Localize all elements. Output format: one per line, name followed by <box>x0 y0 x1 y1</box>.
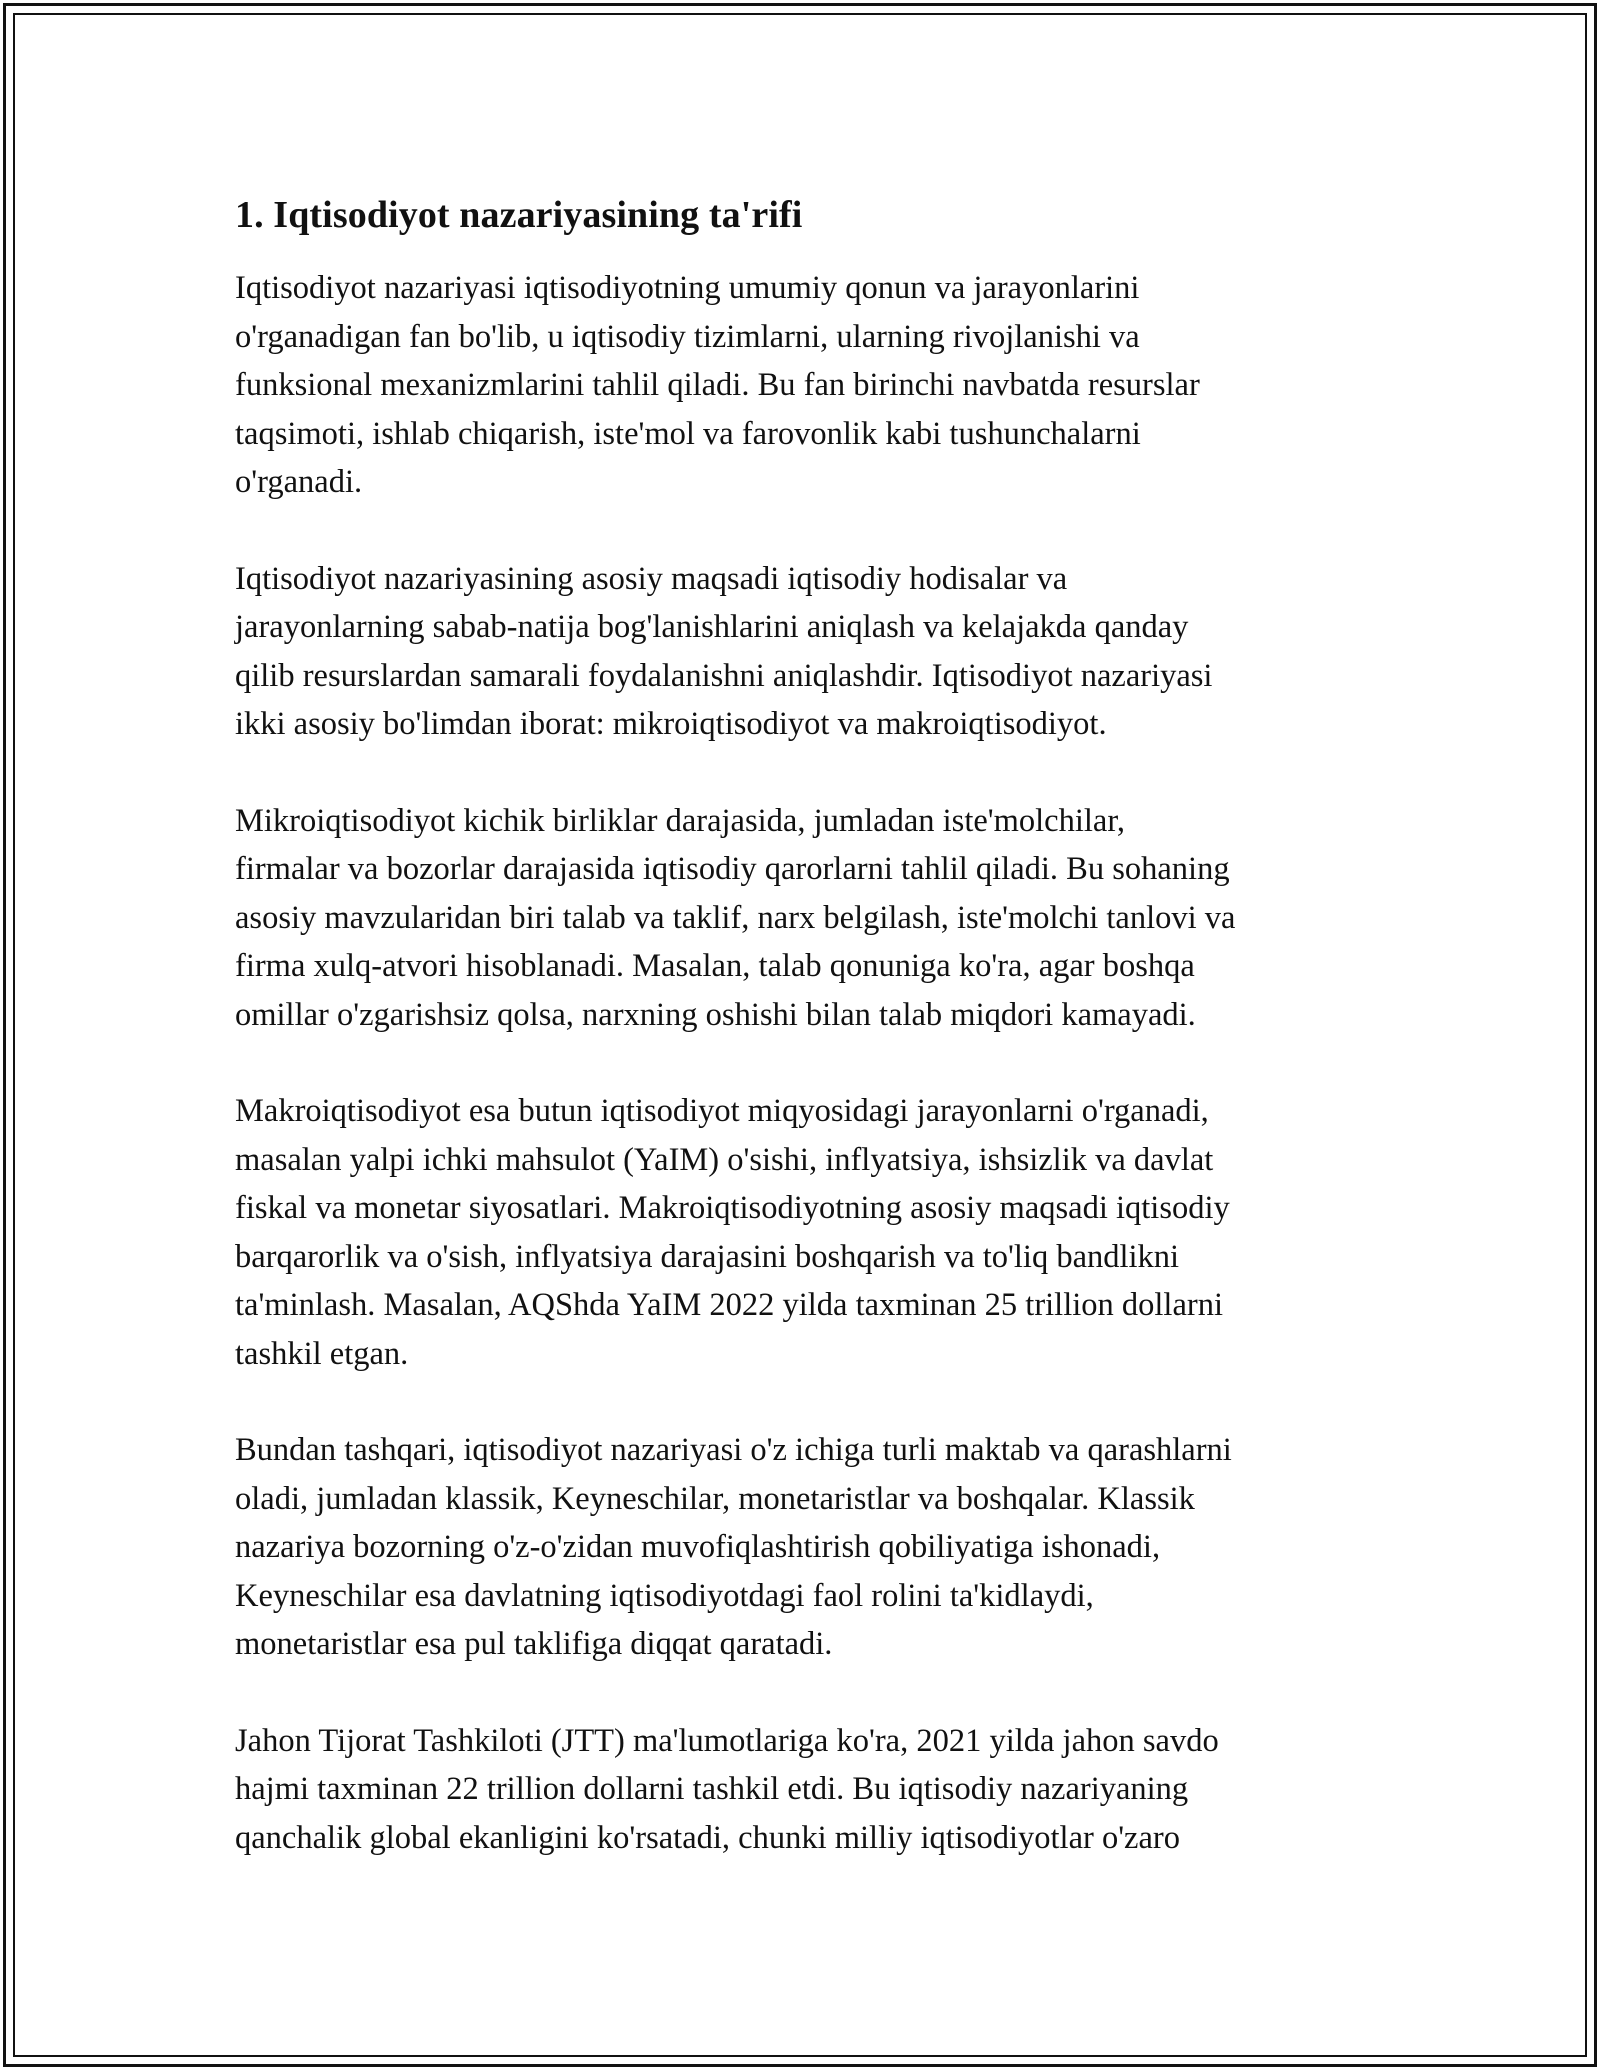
text-line: qilib resurslardan samarali foydalanishni aniqlashdir. Iqtisodiyot nazariyasi <box>235 657 1213 694</box>
text-line: hajmi taxminan 22 trillion dollarni tashkil etdi. Bu iqtisodiy nazariyaning <box>235 1771 1189 1807</box>
text-line: barqarorlik va o'sish, inflyatsiya darajasini boshqarish va to'liq bandlikni <box>235 1238 1180 1275</box>
text-line: Makroiqtisodiyot esa butun iqtisodiyot miqyosidagi jarayonlarni o'rganadi, <box>235 1093 1209 1129</box>
paragraph-world-trade <box>235 1717 1370 1863</box>
text-line: taqsimoti, ishlab chiqarish, iste'mol va farovonlik kabi tushunchalarni <box>235 415 1141 452</box>
paragraph-definition <box>235 264 1370 507</box>
text-line: qanchalik global ekanligini ko'rsatadi, chunki milliy iqtisodiyotlar o'zaro <box>235 1819 1180 1856</box>
text-line: monetaristlar esa pul taklifiga diqqat qaratadi. <box>235 1626 833 1662</box>
text-line: ikki asosiy bo'limdan iborat: mikroiqtisodiyot va makroiqtisodiyot. <box>235 706 1107 742</box>
text-line: masalan yalpi ichki mahsulot (YaIM) o'sishi, inflyatsiya, ishsizlik va davlat <box>235 1141 1214 1178</box>
paragraph-macroeconomics <box>235 1087 1370 1378</box>
text-line: nazariya bozorning o'z-o'zidan muvofiqlashtirish qobiliyatiga ishonadi, <box>235 1529 1161 1565</box>
text-line: Keyneschilar esa davlatning iqtisodiyotdagi faol rolini ta'kidlaydi, <box>235 1577 1094 1614</box>
text-line: ta'minlash. Masalan, AQShda YaIM 2022 yilda taxminan 25 trillion dollarni <box>235 1287 1223 1323</box>
text-line: oladi, jumladan klassik, Keyneschilar, monetaristlar va boshqalar. Klassik <box>235 1480 1195 1517</box>
text-line: tashkil etgan. <box>235 1335 409 1372</box>
text-line: Iqtisodiyot nazariyasining asosiy maqsadi iqtisodiy hodisalar va <box>235 560 1068 597</box>
text-line: firma xulq-atvori hisoblanadi. Masalan, talab qonuniga ko'ra, agar boshqa <box>235 948 1195 984</box>
text-line: firmalar va bozorlar darajasida iqtisodiy qarorlarni tahlil qiladi. Bu sohaning <box>235 851 1230 887</box>
text-line: o'rganadi. <box>235 464 363 500</box>
paragraph-schools <box>235 1426 1370 1669</box>
text-line: fiskal va monetar siyosatlari. Makroiqtisodiyotning asosiy maqsadi iqtisodiy <box>235 1190 1230 1226</box>
text-line: Mikroiqtisodiyot kichik birliklar darajasida, jumladan iste'molchilar, <box>235 802 1125 839</box>
text-line: asosiy mavzularidan biri talab va taklif, narx belgilash, iste'molchi tanlovi va <box>235 899 1236 936</box>
section-title: 1. Iqtisodiyot nazariyasining ta'rifi <box>235 194 803 236</box>
text-line: omillar o'zgarishsiz qolsa, narxning oshishi bilan talab miqdori kamayadi. <box>235 996 1196 1033</box>
text-line: Jahon Tijorat Tashkiloti (JTT) ma'lumotlariga ko'ra, 2021 yilda jahon savdo <box>235 1722 1219 1759</box>
text-line: jarayonlarning sabab-natija bog'lanishlarini aniqlash va kelajakda qanday <box>235 609 1189 645</box>
text-line: Bundan tashqari, iqtisodiyot nazariyasi o'z ichiga turli maktab va qarashlarni <box>235 1432 1232 1468</box>
paragraph-microeconomics <box>235 797 1370 1040</box>
text-line: Iqtisodiyot nazariyasi iqtisodiyotning umumiy qonun va jarayonlarini <box>235 270 1140 306</box>
paragraph-purpose <box>235 555 1370 749</box>
document-body <box>235 190 1370 1910</box>
text-line: funksional mexanizmlarini tahlil qiladi. Bu fan birinchi navbatda resurslar <box>235 367 1200 403</box>
text-line: o'rganadigan fan bo'lib, u iqtisodiy tizimlarni, ularning rivojlanishi va <box>235 318 1140 355</box>
